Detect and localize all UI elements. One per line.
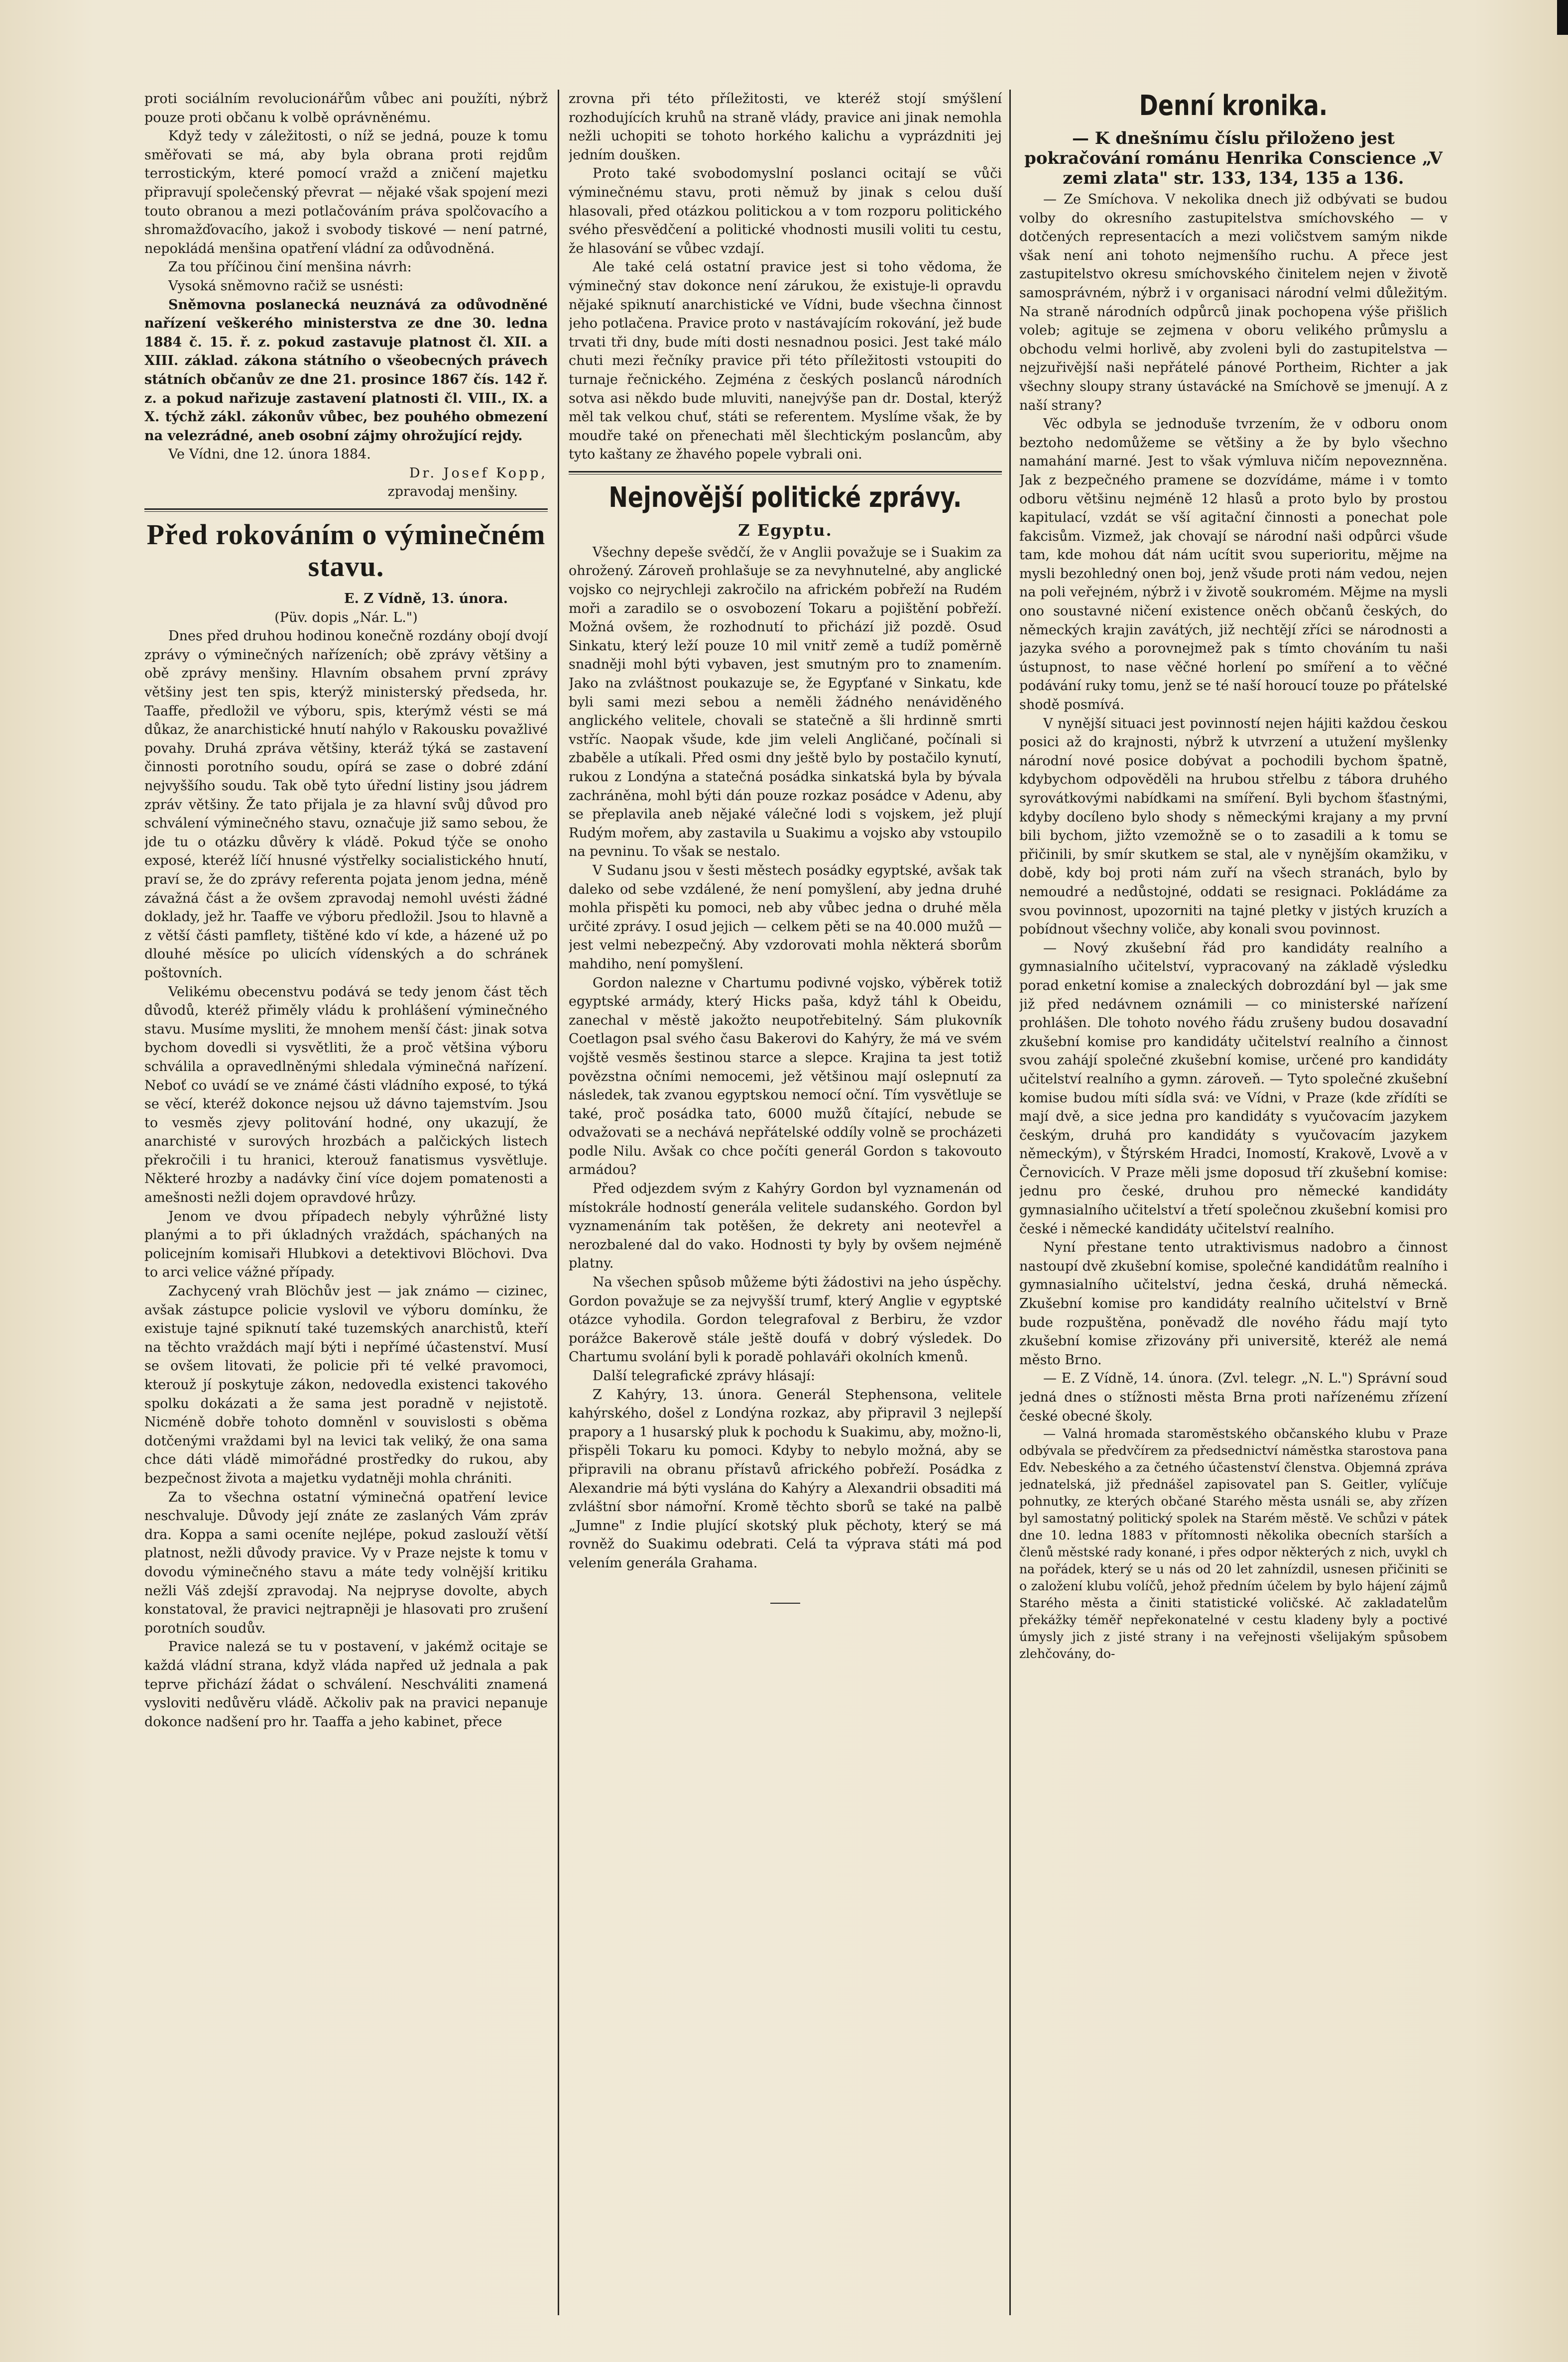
subheadline: Z Egyptu.	[738, 520, 833, 540]
signer: Dr. Josef Kopp,	[409, 465, 548, 481]
article-headline: Před rokováním o výminečném stavu.	[146, 518, 546, 583]
paragraph: Vysoká sněmovno račiž se usnésti:	[168, 278, 404, 294]
end-rule	[770, 1603, 800, 1604]
paragraph: Všechny depeše svědčí, že v Anglii považuje se i Suakim za ohrožený. Zároveň prohlašuje se za nevyhnutelné, aby anglické vojsko co nejrychleji zakročilo na africkém pobřeží na Rudém moři a zaradilo se o osvobození Tokaru a pojištění pobřeží. Možná ovšem, že rozhodnutí to přichází již pozdě. Osud Sinkatu, který leží pouze 10 mil vnitř země a tudíž poměrně snadněji mohl býti vybaven, jest smutným pro to znamením. Jako na zvláštnost poukazuje se, že Egypťané v Sinkatu, kde byli sami mezi sebou a neměli žádného nenáviděného anglického velitele, chovali se statečně a šli hrdinně smrti vstříc. Naopak všude, kde jim veleli Angličané, počínali si zbaběle a utíkali. Před osmi dny ještě bylo by postačilo kynutí, rukou z Londýna a statečná posádka sinkatská byla by bývala zachráněna, mohl býti dán pouze rozkaz posádce v Adenu, aby se přeplavila aneb nějaké válečné lodi s vojskem, jež plují Rudým mořem, aby zastavila u Suakimu a vojsko aby vstoupilo na pevninu. To však se nestalo.	[569, 544, 1002, 860]
paragraph: Ale také celá ostatní pravice jest si toho vědoma, že výminečný stav dokonce není zárukou, že existuje-li opravdu nějaké spiknutí anarchistické ve Vídni, bude všechna činnost jeho potlačena. Pravice proto v nastávajícím rokování, jež bude trvati tři dny, bude míti dosti nesnadnou posici. Jest také málo chuti mezi řečníky pravice při této příležitosti vstoupiti do turnaje řečnického. Zejména z českých poslanců národních sotva asi někdo bude mluviti, nanejvýše pan dr. Dostal, kterýž měl tak velkou chuť, státi se referentem. Myslíme však, že by moudře také on přenechati měl šlechtickým poslancům, aby tyto kaštany ze žhavého popele vybrali oni.	[569, 259, 1002, 463]
paragraph: Věc odbyla se jednoduše tvrzením, že v odboru onom beztoho nedomůžeme se většiny a že by bylo všechno namahání marné. Jest to však výmluva ničím nepoveznněna. Jak z bezpečného pramene se dozvídáme, máme i v tomto odboru většinu nejméně 12 hlasů a proto bylo by prostou kapitulací, vzdát se vší agitační činnosti a ponechat pole fakcisům. Vizmež, jak chovají se národní naši odpůrci všude tam, kde mohou dát nám ucítit svou superioritu, mějme na mysli bezohledný onen boj, jenž všude proti nám vedou, nejen na poli veřejném, nýbrž i v životě soukromém. Mějme na mysli ono soustavné ničení existence oněch občanů českých, do německých krajin zavátých, již nechtějí zříci se národnosti a jazyka svého a porovnejmež pak s tímto chováním tu naši ústupnost, to nase věčné horlení po smíření a to věčné podávání ruky tomu, jenž se té naší horoucí touze po přátelské shodě posmívá.	[1019, 416, 1447, 713]
paragraph: V Sudanu jsou v šesti městech posádky egyptské, avšak tak daleko od sebe vzdálené, že není pomyšlení, aby jedna druhé mohla přispěti ku pomoci, neb aby vůbec jedna o druhé měla určité zprávy. I osud jejich — celkem pěti se na 40.000 mužů — jest velmi nebezpečný. Aby vzdorovati mohla některá sborům mahdiho, není pomyšlení.	[569, 862, 1002, 972]
paragraph: V nynější situaci jest povinností nejen hájiti každou českou posici až do krajnosti, nýbrž k utvrzení a utužení myšlenky národní nové posice dobývat a pochodili bychom špatně, kdybychom odpověděli na hrubou střelbu z tábora druhého syrovátkovými nabídkami na smíření. Byli bychom šťastnými, kdyby docíleno bylo shody s německými krajany a my první bili bychom, jižto vzemožně se o to zasadili a k tomu se přičinili, by smír skutkem se stal, ale v nynějším okamžiku, v době, kdy boj proti nám zuří na všech stranách, bylo by nemoudré a nedůstojné, oddati se resignaci. Pokládáme za svou povinnost, upozorniti na tajné pletky v jistých kruzích a pobídnout všechny voliče, aby konali svou povinnost.	[1019, 715, 1447, 938]
paragraph: — Nový zkušební řád pro kandidáty realního a gymnasialního učitelství, vypracovaný na základě výsledku porad enketní komise a znaleckých dobrozdání byl — jak sme již před nedávnem oznámili — co ministerské nařízení prohlášen. Dle tohoto nového řádu zrušeny budou dosavadní zkušební komise pro kandidáty učitelství realního a činnost svou zahájí společné zkušební komise, určené pro kandidáty učitelství realního a gymn. zároveň. — Tyto společné zkušební komise budou míti sídla svá: ve Vídni, v Praze (kde zřídíti se mají dvě, a sice jedna pro kandidáty s vyučovacím jazykem českým, druhá pro kandidáty s vyučovacím jazykem německým), v Štýrském Hradci, Inomostí, Krakově, Lvově a v Černovicích. V Praze měli jsme doposud tří zkušební komise: jednu pro české, druhou pro německé kandidáty gymnasialního učitelství a třetí společnou zkušební komisi pro české i německé kandidáty učitelství realního.	[1019, 940, 1447, 1237]
paragraph-proposal: Sněmovna poslanecká neuznává za odůvodněné nařízení veškerého ministerstva ze dne 30. ledna 1884 č. 15. ř. z. pokud zastavuje platnost čl. XII. a XIII. základ. zákona státního o všeobecných právech státních občanův ze dne 21. prosince 1867 čís. 142 ř. z. a pokud nařizuje zastavení platnosti čl. VIII., IX. a X. týchž zákl. zákonův vůbec, bez pouhého obmezení na velezrádné, aneb osobní zájmy ohrožující rejdy.	[144, 297, 548, 444]
paragraph: Nyní přestane tento utraktivismus nadobro a činnost nastoupí dvě zkušební komise, společné kandidátům realního i gymnasialního učitelství, jedna česká, druhá německá. Zkušební komise pro kandidáty realního učitelství v Brně bude rozpuštěna, poněvadž dle nového řádu mají tyto zkušební komise zřizovány při universitě, kteréž ale nemá město Brno.	[1019, 1240, 1447, 1368]
paragraph: Před odjezdem svým z Kahýry Gordon byl vyznamenán od místokrále hodností generála velitele sudanského. Gordon byl vyznamenáním tak potěšen, že dekrety ani neotevřel a nerozbalené dal do vako. Hodnosti ty byly by ovšem nejméně platny.	[569, 1181, 1002, 1272]
paragraph: Za tou příčinou činí menšina návrh:	[168, 259, 412, 275]
paragraph: Další telegrafické zprávy hlásají:	[593, 1368, 816, 1384]
paragraph: Gordon nalezne v Chartumu podivné vojsko, výběrek totiž egyptské armády, který Hicks paša, když táhl k Obeidu, zanechal v městě jakožto neupotřebitelný. Sám plukovník Coetlagon psal svého času Bakerovi do Kahýry, že má ve svém vojště vesměs šestinou starce a slepce. Krajina ta jest totiž povězstna očními nemocemi, jež většinou mají oslepnutí za následek, tak zvanou egyptskou nemocí oční. Tím vysvětluje se také, proč posádka tato, 6000 mužů čítající, nebude se odvažovati se a nechává nepřátelské oddíly volně se procházeti podle Nilu. Avšak co chce počíti generál Gordon s takovouto armádou?	[569, 975, 1002, 1178]
source-note: (Püv. dopis „Nár. L.")	[274, 609, 418, 625]
paragraph: zrovna při této příležitosti, ve kteréž stojí smýšlení rozhodujících kruhů na straně vlády, pravice ani jinak nemohla nežli uchopiti se tohoto horkého kalichu a vyprázdniti jej jedním doušken.	[569, 91, 1002, 163]
paragraph: Jenom ve dvou případech nebyly výhrůžné listy planými a to při úkladných vraždách, spáchaných na policejním komisaři Hlubkovi a detektivovi Blöchovi. Dva to arci velice vážné případy.	[144, 1208, 548, 1281]
paragraph: Zachycený vrah Blöchův jest — jak známo — cizinec, avšak zástupce policie vyslovil ve výboru domínku, že existuje tajné spiknutí také tuzemských anarchistů, kteří na těchto vraždách mají býti i nepřímé účastenství. Musí se ovšem litovati, že policie při té velké pravomoci, kterouž jí poskytuje zákon, nedovedla existenci takového spolku dokázati a že sama jest poradně v nejistotě. Nicméně dobře tohoto domněnl v souvislosti s oběma dotčenými vraždami byl na levici tak veliký, že ona sama chce dáti vládě mimořádné prostředky do rukou, aby bezpečnost života a majetku vydatněji mohla chrániti.	[144, 1284, 548, 1486]
paragraph: — E. Z Vídně, 14. února. (Zvl. telegr. „N. L.") Správní soud jedná dnes o stížnosti města Brna proti nařízenému zřízení české obecné školy.	[1019, 1371, 1447, 1424]
paragraph: Pravice nalezá se tu v postavení, v jakémž ocitaje se každá vládní strana, když vláda napřed už jednala a pak teprve přichází žádat o schválení. Neschváliti znamená vysloviti nedůvěru vládě. Ačkoliv pak na pravici nepanuje dokonce nadšení pro hr. Taaffa a jeho kabinet, přece	[144, 1639, 548, 1730]
paragraph: Dnes před druhou hodinou konečně rozdány obojí dvojí zprávy o výminečných nařízeních; obě zprávy většiny a obě zprávy menšiny. Hlavním obsahem první zprávy většiny jest ten spis, kterýž ministerský předseda, hr. Taaffe, předložil ve výboru, spis, kterýmž vésti se má důkaz, že anarchistické hnutí nahýlo v Rakousku považlivé povahy. Druhá zpráva většiny, kteráž týká se zastavení činnosti porotního soudu, opírá se zase o dobré zdání nejvyššího soudu. Tak obě tyto úřední listiny jsou jádrem zpráv většiny. Že tato přijala je za hlavní svůj důvod pro schválení výminečného stavu, označuje již samo sebou, že jde tu o otázku důvěry k vládě. Pokud týče se onoho exposé, kteréž líčí hnusné výstřelky socialistického hnutí, praví se, že do zprávy referenta pojata jenom jedna, méně závažná část a že ovšem zpravodaj nemohl uvésti žádné doklady, jež hr. Taaffe ve výboru předložil. Jsou to hlavně a z větší části pamflety, tištěné kdo ví kde, a házené už po dlouhé měsíce po ulicích vídenských a do schránek poštovních.	[144, 628, 548, 981]
paragraph: Proto také svobodomyslní poslanci ocitají se vůči výminečnému stavu, proti němuž by jinak s celou duší hlasovali, před otázkou politickou a v tom rozporu politického svého přesvědčení a politické vhodnosti musili voliti tu cestu, že hlasování se vůbec vzdají.	[569, 166, 1002, 256]
page-edge-mark	[1557, 0, 1568, 35]
paragraph: Když tedy v záležitosti, o níž se jedná, pouze k tomu směřovati se má, aby byla obrana proti rejdům terrostickým, které pomocí vražd a zničení majetku připravují společenský převrat — nějaké však spojení mezi touto obranou a mezi potlačováním práva spolčovacího a shromažďovacího, jakož i svobody tiskové — není patrné, nepokládá menšina opatření vládní za odůvodněná.	[144, 128, 548, 256]
column-2	[569, 90, 1002, 2320]
section-divider	[144, 508, 548, 512]
column-rule-1	[558, 90, 559, 2315]
section-headline: Denní kronika.	[1139, 90, 1328, 122]
section-divider	[569, 471, 1002, 474]
signer-role: zpravodaj menšiny.	[387, 484, 518, 500]
place-date: Ve Vídni, dne 12. února 1884.	[168, 447, 371, 463]
paragraph: Z Kahýry, 13. února. Generál Stephensona, velitele kahýrského, došel z Londýna rozkaz, aby připravil 3 nejlepší prapory a 1 husarský pluk k pochodu k Suakimu, aby, možno-li, přispěli Tokaru ku pomoci. Kdyby to nebylo možná, aby se připravili na obranu přístavů afrického pobřeží. Posádka z Alexandrie má býti vyslána do Kahýry a Alexandrii obsaditi má zvláštní sbor námořní. Kromě těchto sborů se také na palbě „Jumne" z Indie plující skotský pluk pěchoty, který se má rovněž do Suakimu odebrati. Celá ta výprava státi má pod velením generála Grahama.	[569, 1387, 1002, 1571]
paragraph: Na všechen spůsob můžeme býti žádostivi na jeho úspěchy. Gordon považuje se za nejvyšší trumf, který Anglie v egyptské otázce vyhodila. Gordon telegrafoval z Berbiru, že vzdor porážce Bakerově stále ještě doufá v dobrý výsledek. Do Chartumu svolání byli k poradě pohlaváři okolních kmenů.	[569, 1275, 1002, 1365]
paragraph: proti sociálním revolucionářům vůbec ani použíti, nýbrž pouze proti občanu k volbě oprávněnému.	[144, 91, 548, 125]
column-1	[144, 90, 548, 2320]
paragraph: — Ze Smíchova. V nekolika dnech již odbývati se budou volby do okresního zastupitelstva smíchovského — v dotčených representacích a mezi voličstvem samým nikde však není ani tohoto nejmenšího ruchu. A přece jest zastupitelstvo okresu smíchovského činitelem nejen v životě samosprávném, nýbrž i v organisaci národní velmi důležitým. Na straně národních odpůrců jinak pochopena výše přišlich voleb; agituje se zejmena v oboru velikého průmyslu a obchodu velmi horlivě, aby zvoleni byli do zastupitelstva — nejzuřivější naši nepřátelé pánové Portheim, Richter a jak všechny sloupy strany ústavácké na Smíchově se jmenují. A z naší strany?	[1019, 192, 1447, 413]
dateline: E. Z Vídně, 13. února.	[344, 591, 508, 607]
column-3	[1019, 90, 1447, 2320]
section-headline: Nejnovější politické zprávy.	[608, 481, 962, 514]
lead-notice: — K dnešnímu číslu přiloženo jest pokračování románu Henrika Conscience „V zemi zlata" str. 133, 134, 135 a 136.	[1024, 128, 1443, 188]
column-rule-2	[1009, 90, 1011, 2315]
paragraph: Velikému obecenstvu podává se tedy jenom část těch důvodů, kteréž přiměly vládu k prohlášení výminečného stavu. Musíme mysliti, že mnohem menší část: jinak sotva bychom dovedli si vysvětliti, že a proč většina výboru schválila a opravedlněnými shledala výminečná nařízení. Neboť co uvádí se ve známé části vládního exposé, to týká se věcí, kteréž dokonce nejsou už dávno tajemstvím. Jsou to vesměs zjevy politování hodné, ony ukazují, že anarchisté v surových hrozbách a palčických listech překročili i tu hranici, kterouž fanatismus vysvětluje. Některé hrozby a nadávky činí více dojem pomatenosti a amešnosti nežli dojem opravdové hrůzy.	[144, 984, 548, 1206]
paragraph: Za to všechna ostatní výminečná opatření levice neschvaluje. Důvody její znáte ze zaslaných Vám zpráv dra. Koppa a sami oceníte nejlépe, pokud zaslouží větší platnost, nežli důvody pravice. Vy v Praze nejste k tomu v dovodu výminečného stavu a máte tedy volnější kritiku nežli Váš zdejší zpravodaj. Na nejpryse dovolte, abych konstatoval, že pravici nejtrapněji je hlasovati pro zrušení porotních soudův.	[144, 1489, 548, 1636]
paragraph: — Valná hromada staroměstského občanského klubu v Praze odbývala se předvčírem za předsednictví náměstka starostova pana Edv. Nebeského a za četného účastenství členstva. Objemná zpráva jednatelská, již přednášel zapisovatel pan S. Geitler, vylíčuje pohnutky, ze kterých občané Starého města usnáli se, aby zřízen byl samostatný politický spolek na Starém městě. Ve schůzi v pátek dne 10. ledna 1883 v přítomnosti několika obecních starších a členů městské rady konané, i přes odpor některých z nich, uvykl ch na pořádek, který se u nás od 20 let zahnízdil, usnesen přičiniti se o založení klubu volíčů, jehož předním účelem by bylo hájení zájmů Starého města a činiti statistické voličské. Ač zakladatelům překážky téměř nepřekonatelné v cestu kladeny byly a poctivé úmysly jich z jisté strany i na veřejnosti všelijakým spůsobem zlehčovány, do-	[1019, 1426, 1447, 1661]
